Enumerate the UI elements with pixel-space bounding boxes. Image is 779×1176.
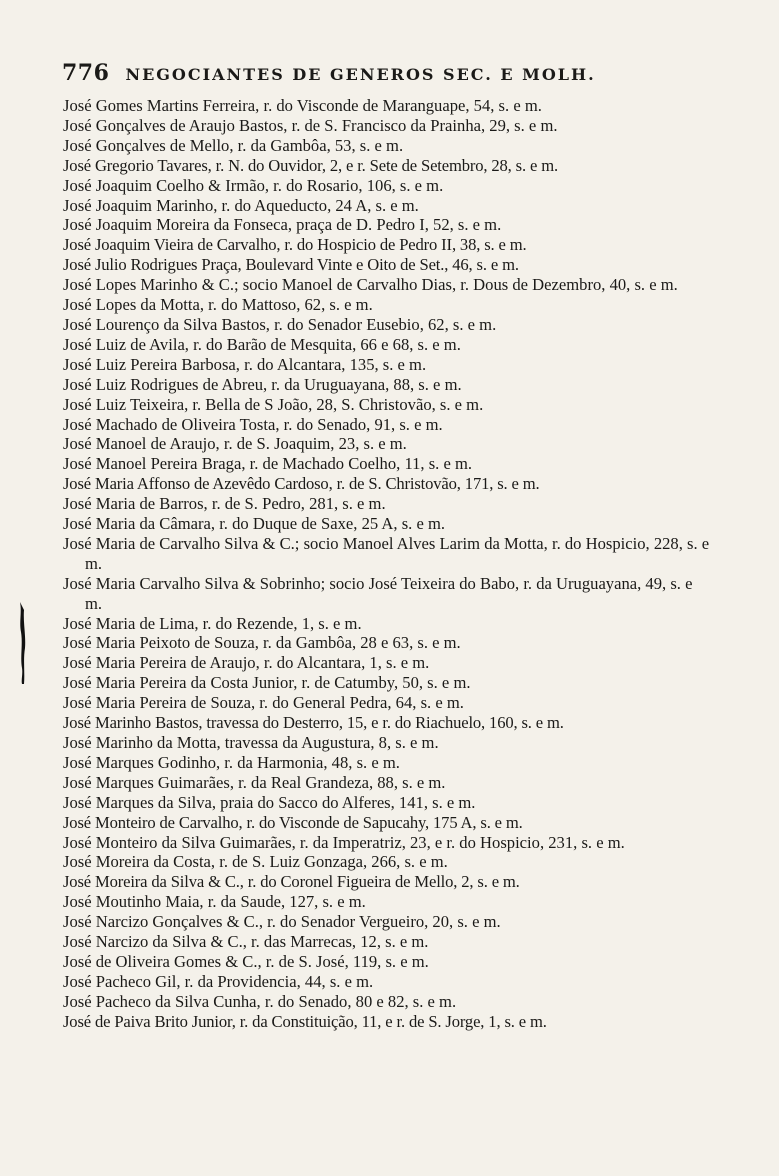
list-item: José Maria Pereira de Souza, r. do General Pedra, 64, s. e m. bbox=[63, 693, 464, 713]
list-item: José Marques Godinho, r. da Harmonia, 48, s. e m. bbox=[63, 752, 400, 772]
list-item: José Luiz Rodrigues de Abreu, r. da Uruguayana, 88, s. e m. bbox=[63, 374, 462, 394]
list-item: José Narcizo Gonçalves & C., r. do Senador Vergueiro, 20, s. e m. bbox=[63, 912, 501, 932]
list-item: José Maria de Barros, r. de S. Pedro, 281, s. e m. bbox=[63, 494, 386, 514]
list-item: José Luiz Pereira Barbosa, r. do Alcantara, 135, s. e m. bbox=[63, 354, 427, 374]
list-item: José Maria Pereira de Araujo, r. do Alcantara, 1, s. e m. bbox=[63, 653, 430, 673]
list-item: José Maria Affonso de Azevêdo Cardoso, r. de S. Christovão, 171, s. e m. bbox=[63, 474, 540, 494]
running-head: NEGOCIANTES DE GENEROS SEC. E MOLH. bbox=[125, 65, 596, 84]
list-item: José Joaquim Marinho, r. do Aqueducto, 24 A, s. e m. bbox=[63, 195, 419, 215]
list-item: José Monteiro da Silva Guimarães, r. da Imperatriz, 23, e r. do Hospicio, 231, s. e m. bbox=[63, 832, 625, 852]
list-item: José Manoel Pereira Braga, r. de Machado Coelho, 11, s. e m. bbox=[63, 454, 473, 474]
list-item: José Maria da Câmara, r. do Duque de Saxe, 25 A, s. e m. bbox=[63, 514, 446, 534]
list-item: José Joaquim Vieira de Carvalho, r. do Hospicio de Pedro II, 38, s. e m. bbox=[63, 235, 527, 255]
list-item: José Pacheco da Silva Cunha, r. do Senado, 80 e 82, s. e m. bbox=[63, 991, 457, 1011]
list-item: José Pacheco Gil, r. da Providencia, 44, s. e m. bbox=[63, 971, 374, 991]
list-item: José Machado de Oliveira Tosta, r. do Senado, 91, s. e m. bbox=[63, 414, 443, 434]
list-item: José de Oliveira Gomes & C., r. de S. José, 119, s. e m. bbox=[63, 951, 429, 971]
list-item: José Marques Guimarães, r. da Real Grandeza, 88, s. e m. bbox=[63, 772, 446, 792]
list-item: José Manoel de Araujo, r. de S. Joaquim, 23, s. e m. bbox=[63, 434, 407, 454]
list-item: José Luiz de Avila, r. do Barão de Mesquita, 66 e 68, s. e m. bbox=[63, 334, 461, 354]
list-item: José Maria Peixoto de Souza, r. da Gambôa, 28 e 63, s. e m. bbox=[63, 633, 461, 653]
list-item: José Joaquim Coelho & Irmão, r. do Rosario, 106, s. e m. bbox=[63, 175, 444, 195]
list-item: José Marinho Bastos, travessa do Desterro, 15, e r. do Riachuelo, 160, s. e m. bbox=[63, 713, 564, 733]
list-item: José Gonçalves de Araujo Bastos, r. de S. Francisco da Prainha, 29, s. e m. bbox=[63, 115, 558, 135]
list-item: José Lopes da Motta, r. do Mattoso, 62, s. e m. bbox=[63, 295, 373, 315]
list-item: José Marques da Silva, praia do Sacco do Alferes, 141, s. e m. bbox=[63, 792, 476, 812]
list-item: José Luiz Teixeira, r. Bella de S João, 28, S. Christovão, s. e m. bbox=[63, 394, 484, 414]
list-item: José Maria de Carvalho Silva & C.; socio Manoel Alves Larim da Motta, r. do Hospicio, 228, s. e m. bbox=[63, 533, 710, 573]
list-item: José Gonçalves de Mello, r. da Gambôa, 53, s. e m. bbox=[63, 135, 404, 155]
list-item: José Gregorio Tavares, r. N. do Ouvidor, 2, e r. Sete de Setembro, 28, s. e m. bbox=[63, 155, 558, 175]
list-item: José Narcizo da Silva & C., r. das Marrecas, 12, s. e m. bbox=[63, 932, 429, 952]
list-item: José Maria Carvalho Silva & Sobrinho; socio José Teixeira do Babo, r. da Uruguayana, 49, s. e m. bbox=[63, 573, 693, 613]
list-item: José Joaquim Moreira da Fonseca, praça de D. Pedro I, 52, s. e m. bbox=[63, 215, 502, 235]
list-item: José Julio Rodrigues Praça, Boulevard Vinte e Oito de Set., 46, s. e m. bbox=[63, 255, 519, 275]
list-item: José Moreira da Costa, r. de S. Luiz Gonzaga, 266, s. e m. bbox=[63, 852, 448, 872]
list-item: José Marinho da Motta, travessa da Augustura, 8, s. e m. bbox=[63, 733, 439, 752]
list-item: José de Paiva Brito Junior, r. da Constituição, 11, e r. de S. Jorge, 1, s. e m. bbox=[63, 1011, 547, 1031]
list-item: José Maria Pereira da Costa Junior, r. de Catumby, 50, s. e m. bbox=[63, 673, 471, 693]
list-item: José Moutinho Maia, r. da Saude, 127, s. e m. bbox=[63, 892, 366, 912]
list-item: José Lopes Marinho & C.; socio Manoel de Carvalho Dias, r. Dous de Dezembro, 40, s. e m. bbox=[63, 275, 678, 295]
list-item: José Monteiro de Carvalho, r. do Visconde de Sapucahy, 175 A, s. e m. bbox=[63, 812, 523, 832]
margin-ink-mark bbox=[17, 602, 26, 684]
list-item: José Moreira da Silva & C., r. do Coronel Figueira de Mello, 2, s. e m. bbox=[63, 872, 520, 892]
directory-listing bbox=[63, 96, 713, 1032]
list-item: José Gomes Martins Ferreira, r. do Visconde de Maranguape, 54, s. e m. bbox=[63, 96, 542, 115]
page-number: 776 bbox=[62, 60, 110, 86]
list-item: José Maria de Lima, r. do Rezende, 1, s. e m. bbox=[63, 613, 362, 633]
list-item: José Lourenço da Silva Bastos, r. do Senador Eusebio, 62, s. e m. bbox=[63, 314, 497, 334]
page-header bbox=[62, 60, 722, 96]
